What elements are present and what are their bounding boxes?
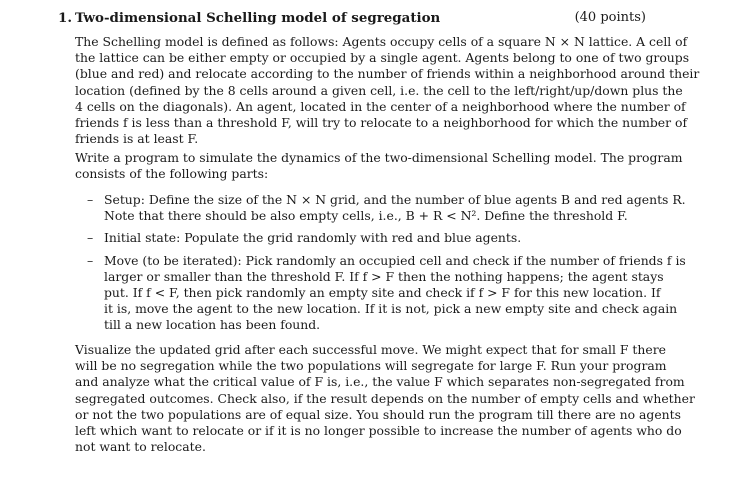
text-line: put. If f < F, then pick randomly an empty site and check if f > F for this new location. If (104, 284, 661, 300)
paragraph-definition (75, 34, 700, 147)
text-line: Visualize the updated grid after each successful move. We might expect that for small F there (75, 342, 666, 357)
list-bullet: – (87, 192, 94, 207)
paragraph-task (75, 150, 683, 182)
problem-points: (40 points) (574, 10, 646, 25)
list-bullet: – (87, 230, 94, 246)
text-line: larger or smaller than the threshold F. If f > F then the nothing happens; the agent stays (104, 268, 664, 284)
paragraph-visualize (75, 342, 695, 455)
text-line: Write a program to simulate the dynamics of the two-dimensional Schelling model. The program (75, 150, 683, 165)
list-bullet: – (87, 252, 94, 268)
text-line: Initial state: Populate the grid randomly with red and blue agents. (104, 230, 522, 246)
text-line: friends is at least F. (75, 131, 199, 147)
text-line: segregated outcomes. Check also, if the result depends on the number of empty cells and whether (75, 390, 695, 406)
text-line: friends f is less than a threshold F, will try to relocate to a neighborhood for which the number of (75, 114, 688, 130)
text-line: Move (to be iterated): Pick randomly an occupied cell and check if the number of friends f is (104, 252, 686, 268)
list-item-setup (87, 192, 686, 224)
text-line: Note that there should be also empty cells, i.e., B + R < N². Define the threshold F. (104, 208, 628, 224)
text-line: (blue and red) and relocate according to the number of friends within a neighborhood around their (75, 66, 700, 82)
text-line: The Schelling model is defined as follows: Agents occupy cells of a square N × N lattice. A cell of (75, 34, 688, 49)
text-line: and analyze what the critical value of F is, i.e., the value F which separates non-segregated from (75, 374, 685, 390)
text-line: 4 cells on the diagonals). An agent, located in the center of a neighborhood where the number of (75, 98, 686, 114)
text-line: till a new location has been found. (104, 317, 321, 333)
text-line: location (defined by the 8 cells around a given cell, i.e. the cell to the left/right/up/down plus the (75, 82, 683, 98)
text-line: left which want to relocate or if it is no longer possible to increase the number of agents who do (75, 422, 682, 438)
text-line: the lattice can be either empty or occupied by a single agent. Agents belong to one of two groups (75, 50, 690, 66)
text-line: will be no segregation while the two populations will segregate for large F. Run your program (75, 358, 667, 374)
text-line: consists of the following parts: (75, 166, 269, 182)
text-line: Setup: Define the size of the N × N grid, and the number of blue agents B and red agents R. (104, 192, 686, 207)
problem-number: 1. (58, 10, 72, 26)
list-item-initial-state (87, 230, 647, 246)
parts-list (87, 192, 686, 340)
text-line: not want to relocate. (75, 439, 206, 455)
text-line: it is, move the agent to the new location. If it is not, pick a new empty site and check again (104, 301, 678, 317)
problem-header (58, 10, 646, 30)
text-line: or not the two populations are of equal size. You should run the program till there are no agents (75, 406, 681, 422)
problem-title: Two-dimensional Schelling model of segregation (75, 10, 441, 26)
list-item-move (87, 252, 686, 334)
